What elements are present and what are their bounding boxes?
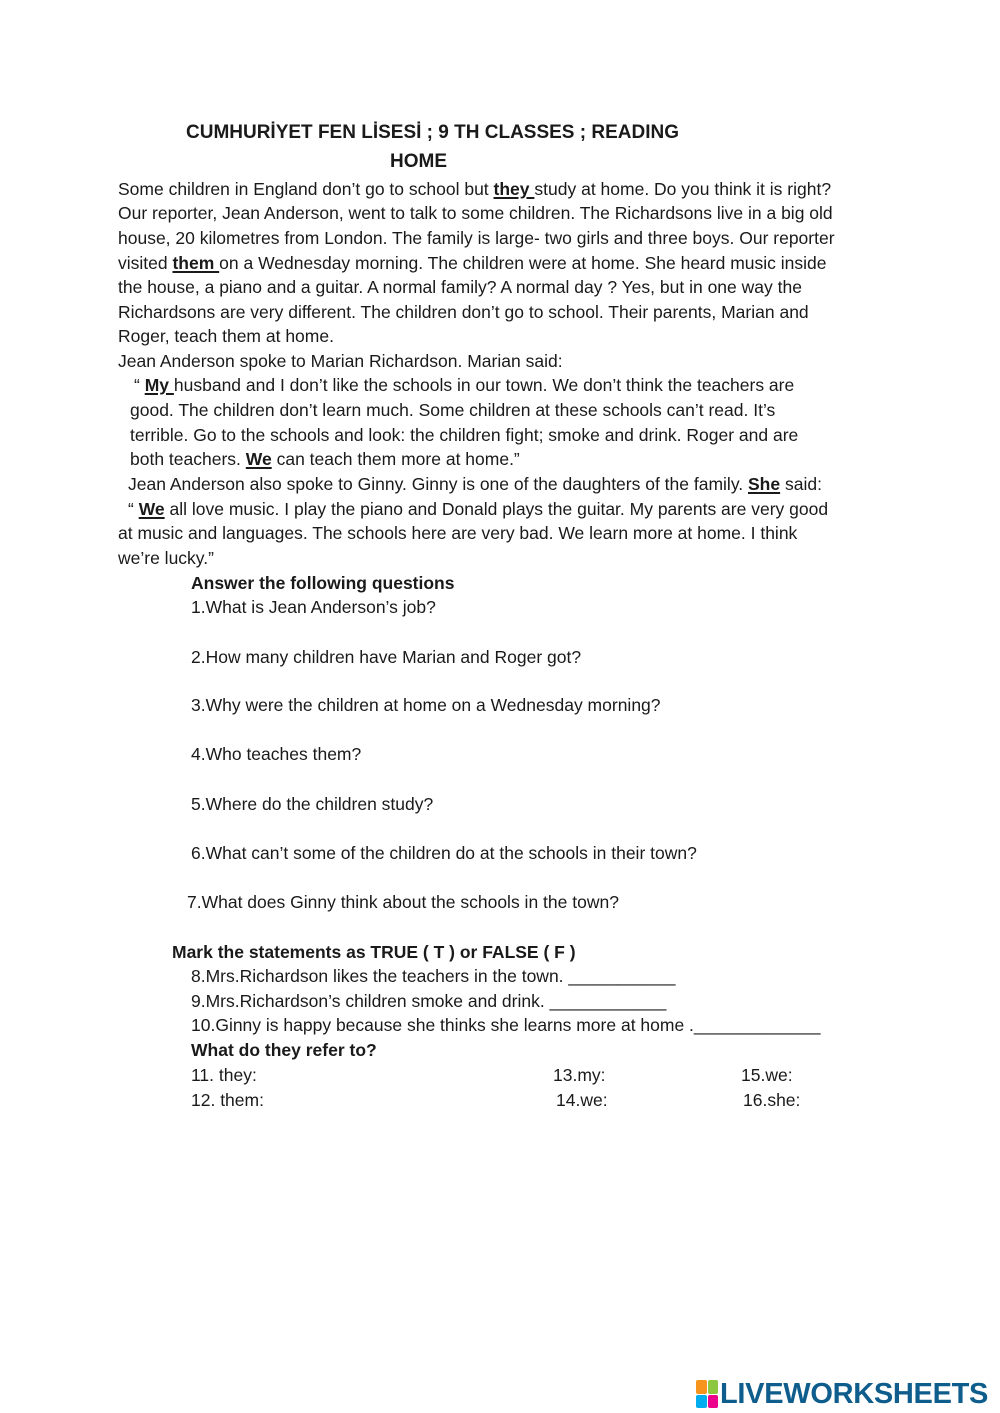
question-3: 3.Why were the children at home on a Wednesday morning? (191, 695, 661, 715)
referent-we-1: We (245, 449, 272, 469)
statement-10: 10.Ginny is happy because she thinks she learns more at home ._____________ (191, 1015, 821, 1035)
question-5: 5.Where do the children study? (191, 794, 434, 814)
passage-title: HOME (390, 151, 447, 172)
referent-my: My (144, 375, 174, 395)
question-6: 6.What can’t some of the children do at the schools in their town? (191, 843, 697, 863)
liveworksheets-logo[interactable] (696, 1378, 988, 1410)
passage-line: at music and languages. The schools here are very bad. We learn more at home. I think (118, 523, 798, 543)
passage-line: Jean Anderson spoke to Marian Richardson. Marian said: (118, 351, 563, 371)
passage-line: terrible. Go to the schools and look: the children fight; smoke and drink. Roger and are (130, 425, 799, 445)
question-7: 7.What does Ginny think about the schools in the town? (187, 892, 619, 912)
passage-line: house, 20 kilometres from London. The family is large- two girls and three boys. Our reporter (118, 228, 835, 248)
refer-item-15: 15.we: (741, 1065, 793, 1085)
refer-heading: What do they refer to? (191, 1040, 377, 1060)
question-1: 1.What is Jean Anderson’s job? (191, 597, 436, 617)
passage-line: good. The children don’t learn much. Some children at these schools can’t read. It’s (130, 400, 776, 420)
referent-we-2: We (138, 499, 165, 519)
refer-item-14: 14.we: (556, 1090, 608, 1110)
question-4: 4.Who teaches them? (191, 744, 362, 764)
referent-them: them (172, 253, 220, 273)
statement-8: 8.Mrs.Richardson likes the teachers in the town. ___________ (191, 966, 676, 986)
referent-they: they (493, 179, 535, 199)
passage-line: visited them on a Wednesday morning. The children were at home. She heard music inside (118, 253, 827, 273)
refer-item-13: 13.my: (553, 1065, 606, 1085)
passage-line: Roger, teach them at home. (118, 326, 334, 346)
passage-line: Some children in England don’t go to school but they study at home. Do you think it is right? (118, 179, 832, 199)
questions-heading: Answer the following questions (191, 573, 455, 593)
passage-line: both teachers. We can teach them more at home.” (130, 449, 520, 469)
passage-line: the house, a piano and a guitar. A normal family? A normal day ? Yes, but in one way the (118, 277, 802, 297)
passage-line: Our reporter, Jean Anderson, went to talk to some children. The Richardsons live in a big old (118, 203, 833, 223)
brand-name: LIVEWORKSHEETS (720, 1378, 989, 1410)
statement-9: 9.Mrs.Richardson’s children smoke and drink. ____________ (191, 991, 667, 1011)
passage-line: “ My husband and I don’t like the schools in our town. We don’t think the teachers are (134, 375, 795, 395)
liveworksheets-logo-icon (696, 1380, 718, 1408)
question-2: 2.How many children have Marian and Roger got? (191, 647, 582, 667)
refer-item-16: 16.she: (743, 1090, 801, 1110)
passage-line: Jean Anderson also spoke to Ginny. Ginny is one of the daughters of the family. She said: (128, 474, 822, 494)
true-false-heading: Mark the statements as TRUE ( T ) or FALSE ( F ) (172, 942, 576, 962)
passage-line: “ We all love music. I play the piano and Donald plays the guitar. My parents are very good (128, 499, 829, 519)
document-title: CUMHURİYET FEN LİSESİ ; 9 TH CLASSES ; READING (186, 122, 679, 143)
passage-line: Richardsons are very different. The children don’t go to school. Their parents, Marian and (118, 302, 809, 322)
referent-she: She (748, 474, 781, 494)
refer-item-11: 11. they: (191, 1065, 257, 1085)
refer-item-12: 12. them: (191, 1090, 264, 1110)
passage-line: we’re lucky.” (118, 548, 214, 568)
